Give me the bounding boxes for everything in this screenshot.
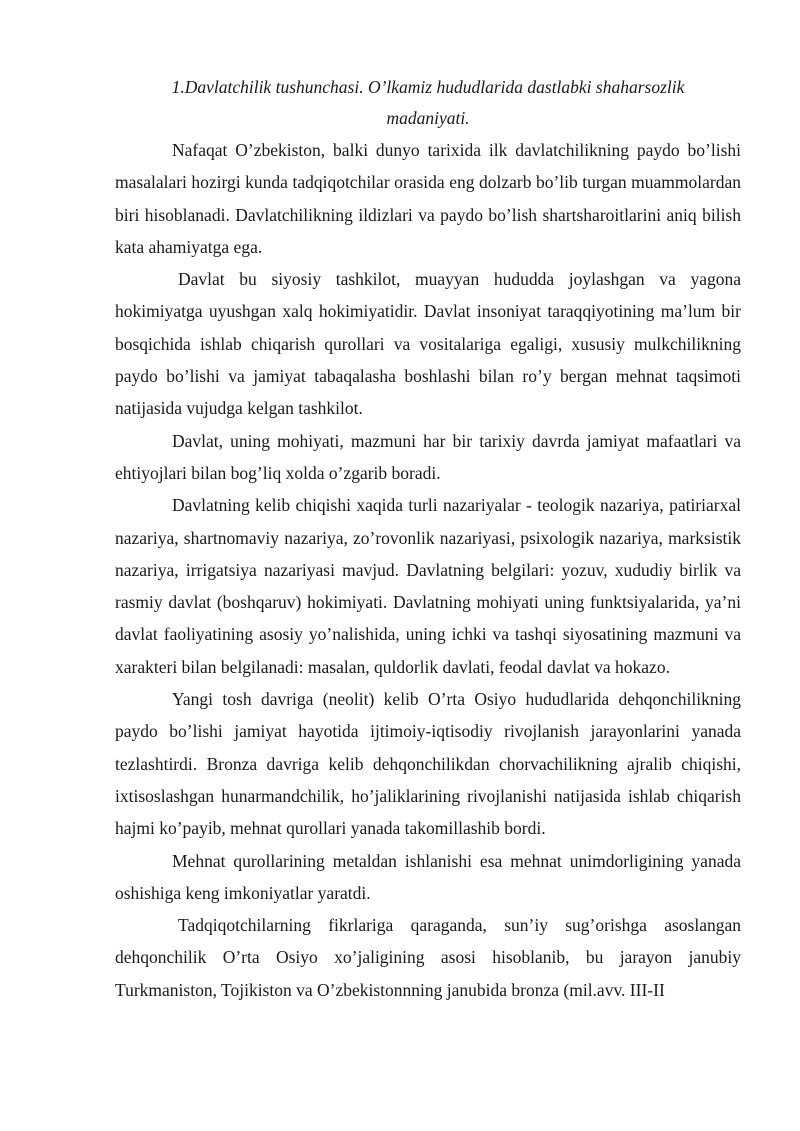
paragraph-4: Davlatning kelib chiqishi xaqida turli nazariyalar - teologik nazariya, patiriarxal nazariya, shartnomaviy nazariya, zo’rovonlik nazariyasi, psixologik nazariya, marksistik nazariya, irrigatsiya nazariyasi mavjud. Davlatning belgilari: yozuv, xududiy birlik va rasmiy davlat (boshqaruv) hokimiyati. Davlatning mohiyati uning funktsiyalarida, ya’ni davlat faoliyatining asosiy yo’nalishida, uning ichki va tashqi siyosatining mazmuni va xarakteri bilan belgilanadi: masalan, quldorlik davlati, feodal davlat va hokazo. [115,495,741,677]
section-heading-line-1: 1.Davlatchilik tushunchasi. O’lkamiz hududlarida dastlabki shaharsozlik [171,77,685,97]
paragraph-3: Davlat, uning mohiyati, mazmuni har bir tarixiy davrda jamiyat mafaatlari va ehtiyojlari bilan bog’liq xolda o’zgarib boradi. [115,430,741,483]
paragraph-6: Mehnat qurollarining metaldan ishlanishi esa mehnat unimdorligining yanada oshishiga keng imkoniyatlar yaratdi. [115,850,741,903]
paragraph-5: Yangi tosh davriga (neolit) kelib O’rta Osiyo hududlarida dehqonchilikning paydo bo’lishi jamiyat hayotida ijtimoiy-iqtisodiy rivojlanish jarayonlarini yanada tezlashtirdi. Bronza davriga kelib dehqonchilikdan chorvachilikning ajralib chiqishi, ixtisoslashgan hunarmandchilik, ho’jaliklarining rivojlanishi natijasida ishlab chiqarish hajmi ko’payib, mehnat qurollari yanada takomillashib bordi. [115,689,741,839]
paragraph-2: Davlat bu siyosiy tashkilot, muayyan hududda joylashgan va yagona hokimiyatga uyushgan xalq hokimiyatidir. Davlat insoniyat taraqqiyotining ma’lum bir bosqichida ishlab chiqarish qurollari va vositalariga egaligi, xususiy mulkchilikning paydo bo’lishi va jamiyat tabaqalasha boshlashi bilan ro’y bergan mehnat taqsimoti natijasida vujudga kelgan tashkilot. [115,269,741,419]
section-heading-line-2: madaniyati. [386,108,470,128]
document-page [115,72,741,1006]
paragraph-1: Nafaqat O’zbekiston, balki dunyo tarixida ilk davlatchilikning paydo bo’lishi masalalari hozirgi kunda tadqiqotchilar orasida eng dolzarb bo’lib turgan muammolardan biri hisoblanadi. Davlatchilikning ildizlari va paydo bo’lish shartsharoitlarini aniq bilish kata ahamiyatga ega. [115,140,741,257]
paragraph-7: Tadqiqotchilarning fikrlariga qaraganda, sun’iy sug’orishga asoslangan dehqonchilik O’rta Osiyo xo’jaligining asosi hisoblanib, bu jarayon janubiy Turkmaniston, Tojikiston va O’zbekistonnning janubida bronza (mil.avv. III-II [115,915,741,1000]
section-heading [115,72,741,134]
